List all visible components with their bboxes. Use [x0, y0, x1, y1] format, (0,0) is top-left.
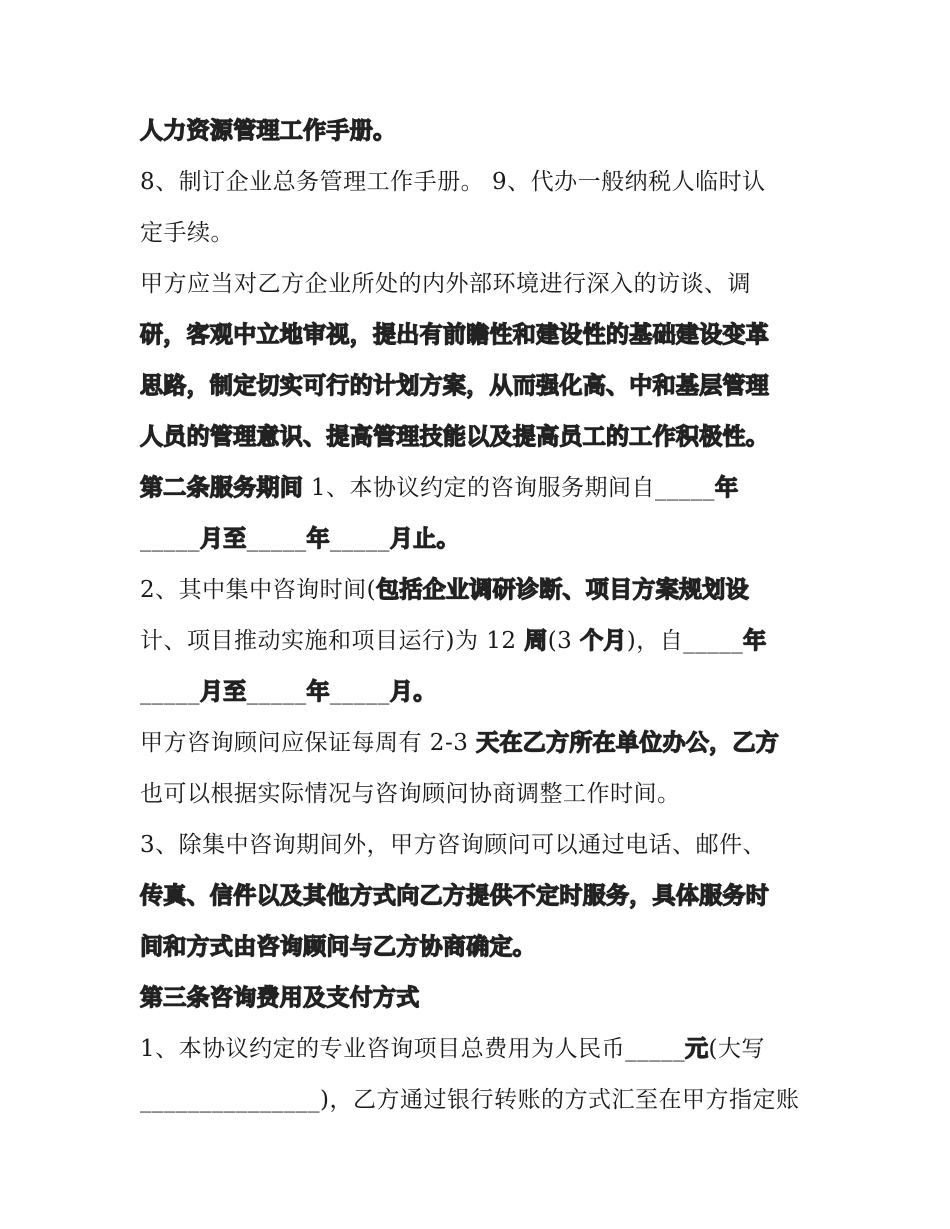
text-line: [140, 871, 820, 922]
outlined-text-segment: 第三条咨询费用及支付方式: [140, 985, 420, 1011]
text-segment: 1、本协议约定的咨询服务期间自_____: [303, 475, 716, 501]
text-line: [140, 565, 820, 616]
text-line: [140, 973, 820, 1024]
document-body: [140, 106, 820, 1126]
outlined-text-segment: 年: [715, 475, 739, 501]
text-segment: 甲方应当对乙方企业所处的内外部环境进行深入的访谈、调: [140, 271, 751, 297]
text-segment: _____: [329, 679, 390, 705]
text-line: [140, 1024, 820, 1075]
outlined-text-segment: 研，客观中立地审视，提出有前瞻性和建设性的基础建设变革: [140, 322, 770, 348]
text-segment: (3: [547, 628, 581, 654]
text-line: [140, 259, 820, 310]
text-segment: _____: [140, 526, 200, 552]
text-line: [140, 616, 820, 667]
text-segment: 也可以根据实际情况与咨询顾问协商调整工作时间。: [140, 781, 681, 807]
text-segment: _____: [140, 679, 200, 705]
text-line: [140, 514, 820, 565]
text-segment: 计、项目推动实施和项目运行)为 12: [140, 628, 525, 654]
text-segment: 1、本协议约定的专业咨询项目总费用为人民币_____: [140, 1036, 686, 1062]
text-line: [140, 1075, 820, 1126]
outlined-text-segment: 年: [743, 628, 767, 654]
text-segment: _____: [329, 526, 390, 552]
text-line: [140, 157, 820, 208]
text-line: [140, 922, 820, 973]
outlined-text-segment: 个月: [580, 628, 627, 654]
text-segment: _____: [246, 526, 307, 552]
outlined-text-segment: 年: [306, 679, 330, 705]
outlined-text-segment: 人力资源管理工作手册。: [140, 118, 397, 144]
outlined-text-segment: 年: [306, 526, 330, 552]
text-segment: _______________)，乙方通过银行转账的方式汇至在甲方指定账: [140, 1087, 800, 1113]
outlined-text-segment: 人员的管理意识、提高管理技能以及提高员工的工作积极性。: [140, 424, 770, 450]
outlined-text-segment: 月至: [200, 679, 247, 705]
text-segment: _____: [246, 679, 307, 705]
text-line: [140, 412, 820, 463]
outlined-text-segment: 包括企业调研诊断、项目方案规划设: [376, 577, 749, 603]
text-segment: 定手续。: [140, 220, 234, 246]
outlined-text-segment: 元: [685, 1036, 709, 1062]
text-segment: 甲方咨询顾问应保证每周有 2-3: [140, 730, 477, 756]
text-segment: 2、其中集中咨询时间(: [140, 577, 377, 603]
outlined-text-segment: 思路，制定切实可行的计划方案，从而强化高、中和基层管理: [140, 373, 770, 399]
text-line: [140, 718, 820, 769]
text-line: [140, 463, 820, 514]
text-segment: )，自_____: [626, 628, 744, 654]
outlined-text-segment: 月止。: [389, 526, 460, 552]
text-line: [140, 769, 820, 820]
outlined-text-segment: 月。: [389, 679, 437, 705]
text-segment: 3、除集中咨询期间外，甲方咨询顾问可以通过电话、邮件、: [140, 832, 767, 858]
text-line: [140, 310, 820, 361]
text-line: [140, 208, 820, 259]
text-line: [140, 667, 820, 718]
outlined-text-segment: 月至: [200, 526, 247, 552]
outlined-text-segment: 周: [524, 628, 548, 654]
outlined-text-segment: 间和方式由咨询顾问与乙方协商确定。: [140, 934, 537, 960]
outlined-text-segment: 天在乙方所在单位办公，乙方: [476, 730, 780, 756]
text-segment: (大写: [708, 1036, 765, 1062]
text-line: [140, 361, 820, 412]
text-line: [140, 820, 820, 871]
outlined-text-segment: 传真、信件以及其他方式向乙方提供不定时服务，具体服务时: [140, 883, 770, 909]
text-segment: 8、制订企业总务管理工作手册。 9、代办一般纳税人临时认: [140, 169, 766, 195]
text-line: [140, 106, 820, 157]
outlined-text-segment: 第二条服务期间: [140, 475, 304, 501]
